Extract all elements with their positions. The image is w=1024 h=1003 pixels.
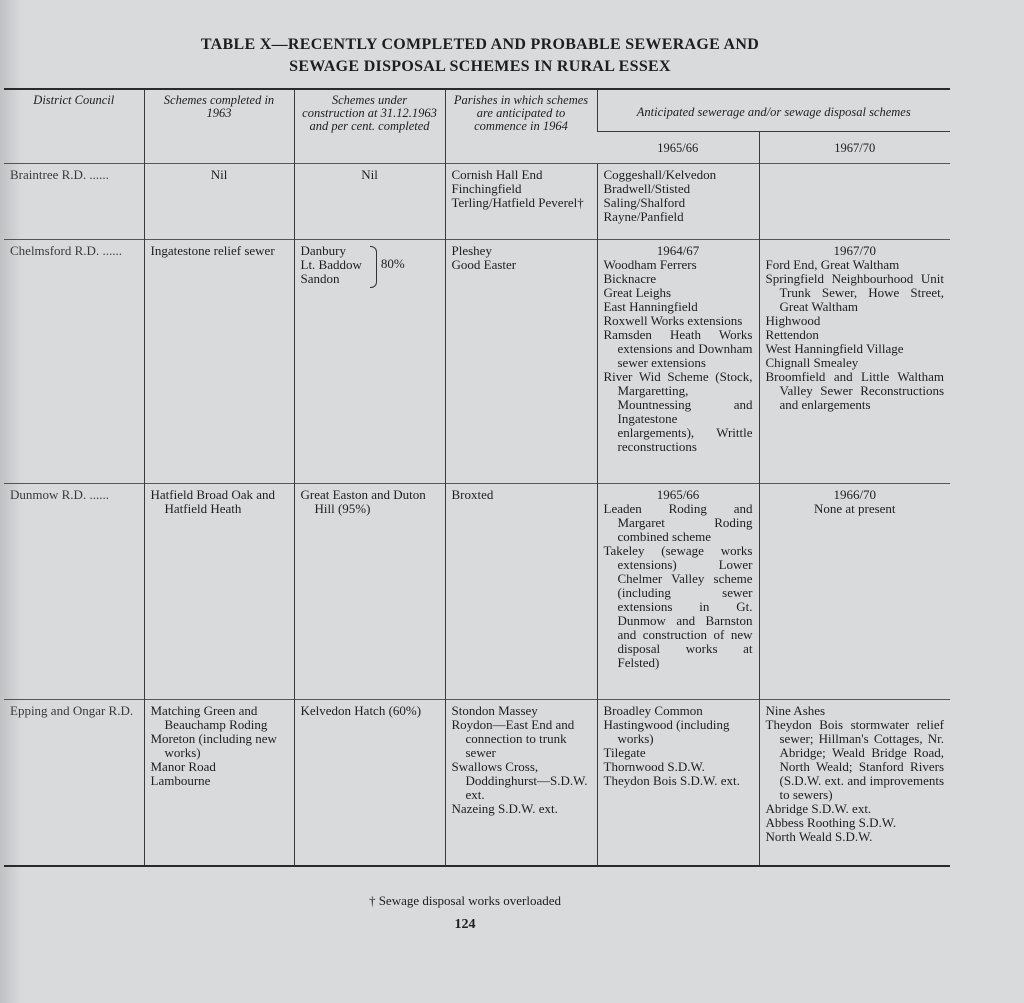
completed-cell: Ingatestone relief sewer	[144, 240, 294, 484]
title-line-1: TABLE X—RECENTLY COMPLETED AND PROBABLE SEWERAGE AND	[200, 36, 760, 53]
list-item: Abridge S.D.W. ext.	[765, 801, 872, 816]
header-district-council: District Council	[4, 89, 144, 164]
list-item: West Hanningfield Village	[765, 341, 904, 356]
district-cell: Dunmow R.D. ......	[4, 484, 144, 700]
table-row	[4, 484, 950, 700]
period2-cell	[759, 484, 950, 700]
period-label: 1964/67	[656, 243, 700, 258]
list-item: Abbess Roothing S.D.W.	[765, 815, 897, 830]
footnote: † Sewage disposal works overloaded	[368, 893, 562, 908]
list-item: Pleshey	[451, 243, 492, 258]
header-under-construction: Schemes under construction at 31.12.1963 and per cent. completed	[294, 89, 445, 164]
period2-cell	[759, 240, 950, 484]
table-row	[4, 164, 950, 240]
list-item: Bradwell/Stisted	[603, 181, 691, 196]
title-line-2: SEWAGE DISPOSAL SCHEMES IN RURAL ESSEX	[289, 58, 671, 75]
parishes-cell	[445, 700, 597, 866]
list-item: Woodham Ferrers	[603, 257, 697, 272]
list-item: Tilegate	[603, 745, 646, 760]
district-cell: Epping and Ongar R.D.	[4, 700, 144, 866]
list-item: Lt. Baddow	[300, 257, 362, 272]
table-row	[4, 240, 950, 484]
list-item: Rayne/Panfield	[603, 209, 684, 224]
period1-cell	[597, 240, 759, 484]
completed-cell: Nil	[144, 164, 294, 240]
list-item: Theydon Bois S.D.W. ext.	[603, 773, 740, 788]
district-cell: Chelmsford R.D. ......	[4, 240, 144, 484]
list-item: Saling/Shalford	[603, 195, 686, 210]
header-schemes-completed: Schemes completed in 1963	[144, 89, 294, 164]
period2-cell	[759, 164, 950, 240]
list-item: Springfield Neighbourhood Unit Trunk Sewer, Howe Street, Great Waltham	[765, 271, 945, 314]
completed-cell: Hatfield Broad Oak and Hatfield Heath	[144, 484, 294, 700]
list-item: Ford End, Great Waltham	[765, 257, 900, 272]
percent-completed: 80%	[380, 256, 405, 271]
period1-cell	[597, 484, 759, 700]
list-item: Theydon Bois stormwater relief sewer; Hillman's Cottages, Nr. Abridge; Weald Bridge Road, North Weald; Stanford Rivers (S.D.W. ext. and improvements to sewers)	[765, 717, 945, 802]
construction-cell	[294, 240, 445, 484]
list-item: Highwood	[765, 313, 821, 328]
header-parishes-1964: Parishes in which schemes are anticipated to commence in 1964	[445, 89, 597, 164]
list-item: Coggeshall/Kelvedon	[603, 167, 717, 182]
list-item: Broxted	[451, 487, 494, 502]
list-item: Sandon	[300, 271, 340, 286]
period1-cell	[597, 164, 759, 240]
list-item: Hastingwood (including works)	[603, 717, 730, 746]
page-number: 124	[454, 917, 476, 932]
list-item: Broadley Common	[603, 703, 703, 718]
completed-cell	[144, 700, 294, 866]
period-label: 1967/70	[833, 243, 877, 258]
list-item: Terling/Hatfield Peverel†	[451, 195, 584, 210]
period1-cell	[597, 700, 759, 866]
list-item: Rettendon	[765, 327, 819, 342]
list-item: Matching Green and Beauchamp Roding	[150, 703, 268, 732]
list-item: Manor Road	[150, 759, 216, 774]
construction-cell: Great Easton and Duton Hill (95%)	[294, 484, 445, 700]
list-item: Stondon Massey	[451, 703, 538, 718]
header-period-1967-70: 1967/70	[759, 132, 950, 164]
construction-cell: Nil	[294, 164, 445, 240]
list-item: Cornish Hall End	[451, 167, 543, 182]
list-item: Swallows Cross, Doddinghurst—S.D.W. ext.	[451, 759, 588, 802]
list-item: Bicknacre	[603, 271, 657, 286]
period-label: 1966/70	[833, 487, 877, 502]
list-item: Ramsden Heath Works extensions and Downham sewer extensions	[603, 327, 753, 370]
list-item: Broomfield and Little Waltham Valley Sewer Reconstructions and enlargements	[765, 369, 945, 412]
parishes-cell	[445, 164, 597, 240]
list-item: Finchingfield	[451, 181, 522, 196]
list-item: Chignall Smealey	[765, 355, 859, 370]
parishes-cell	[445, 484, 597, 700]
list-item: Thornwood S.D.W.	[603, 759, 705, 774]
parishes-cell	[445, 240, 597, 484]
list-item: Moreton (including new works)	[150, 731, 277, 760]
list-item: Roxwell Works extensions	[603, 313, 743, 328]
construction-cell: Kelvedon Hatch (60%)	[294, 700, 445, 866]
list-item: East Hanningfield	[603, 299, 698, 314]
table-row	[4, 700, 950, 866]
district-cell: Braintree R.D. ......	[4, 164, 144, 240]
brace-icon	[370, 246, 377, 288]
list-item: Danbury	[300, 243, 346, 258]
list-item: River Wid Scheme (Stock, Margaretting, Mountnessing and Ingatestone enlargements), Writtle reconstructions	[603, 369, 753, 454]
list-item: Nine Ashes	[765, 703, 826, 718]
list-item: Great Leighs	[603, 285, 672, 300]
list-item: Good Easter	[451, 257, 517, 272]
list-item: Leaden Roding and Margaret Roding combined scheme	[603, 501, 753, 544]
list-item: Takeley (sewage works extensions) Lower Chelmer Valley scheme (including sewer extensions in Gt. Dunmow and Barnston and construction of new disposal works at Felsted)	[603, 543, 753, 670]
list-item: Nazeing S.D.W. ext.	[451, 801, 558, 816]
list-item: North Weald S.D.W.	[765, 829, 873, 844]
list-item: None at present	[813, 501, 896, 516]
list-item: Roydon—East End and connection to trunk sewer	[451, 717, 575, 760]
sewerage-schemes-table	[4, 88, 950, 867]
header-anticipated-schemes: Anticipated sewerage and/or sewage disposal schemes	[597, 89, 950, 132]
header-period-1965-66: 1965/66	[597, 132, 759, 164]
list-item: Lambourne	[150, 773, 211, 788]
period-label: 1965/66	[656, 487, 700, 502]
period2-cell	[759, 700, 950, 866]
table-title	[120, 34, 840, 78]
